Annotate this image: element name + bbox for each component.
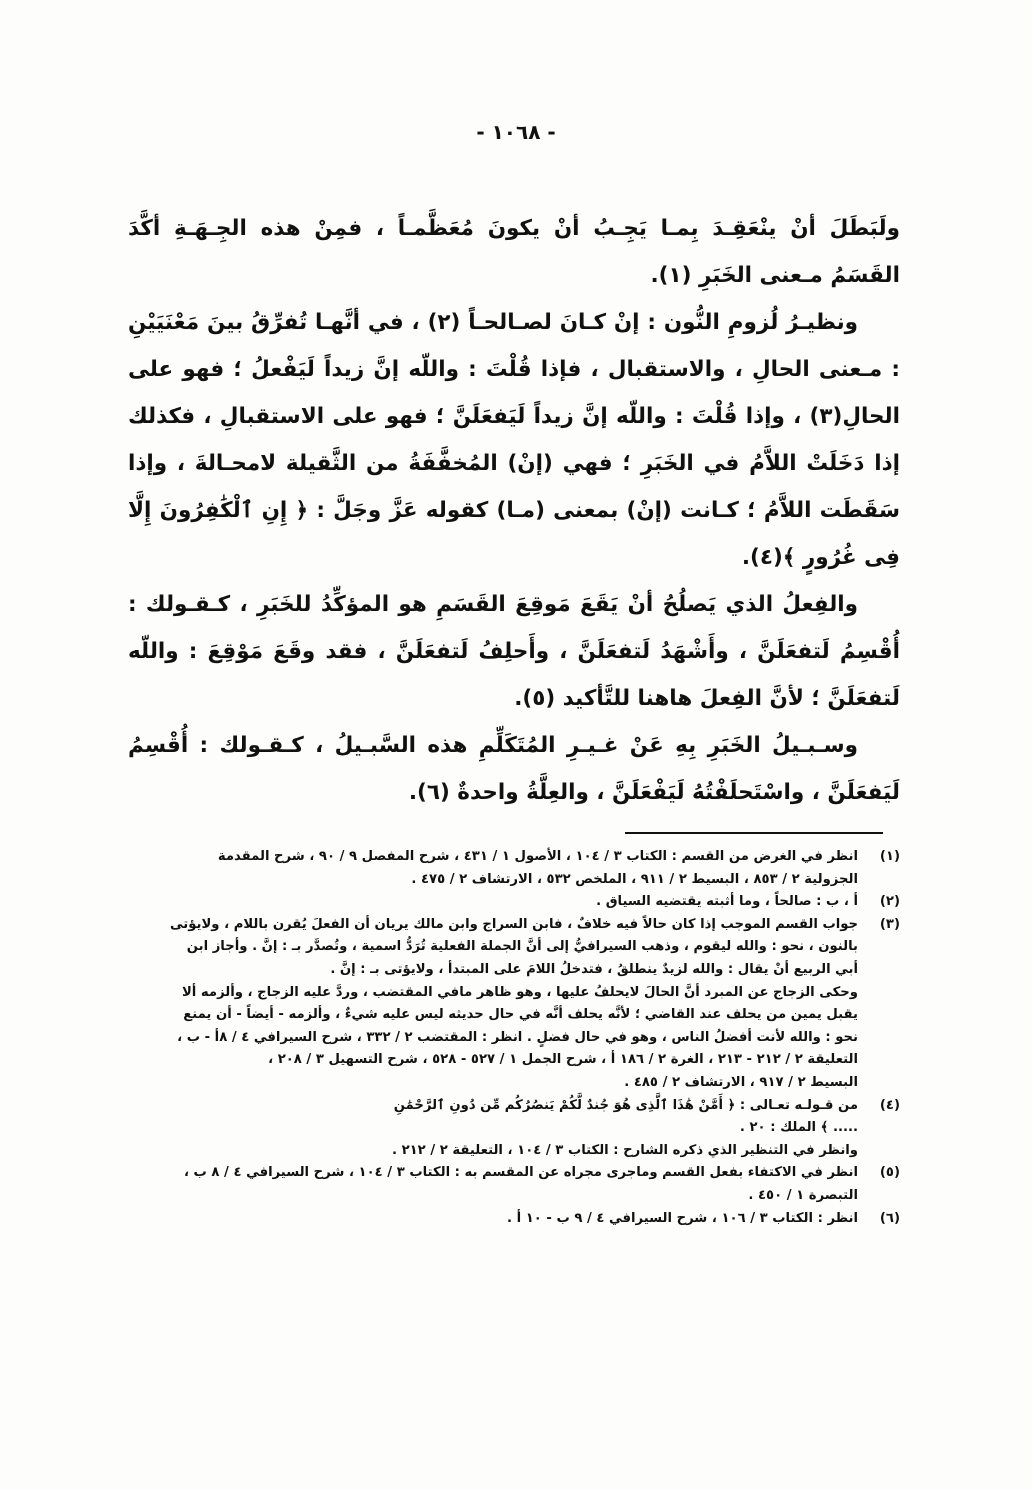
footnote-number: (٤) [879, 1097, 900, 1113]
paragraph: ولَبَطَلَ أنْ ينْعَقِـدَ بِمـا يَجِـبُ أنْ يكونَ مُعَظَّمـاً ، فمِنْ هذه الجِـهَـةِ أكَّدَ القَسَمُ مـعنى الخَبَرِ (١). [128, 216, 900, 288]
footnote-line: انظر في الغرض من القسم : الكتاب ٣ / ١٠٤ ، الأصول ١ / ٤٣١ ، شرح المفصل ٩ / ٩٠ ، شرح المقدمة [217, 849, 858, 864]
footnote-line: وانظر في التنظير الذي ذكره الشارح : الكتاب ٣ / ١٠٤ ، التعليقة ٢ / ٢١٢ . [391, 1142, 858, 1158]
footnote-line: يقبل يمين من يحلف عند القاضي ؛ لأنَّه يحلف أنَّه في حال حديثه ليس عليه شيءٌ ، وألزمه - أيضاً - أن يمنع [183, 1007, 858, 1023]
page-number: - ١٠٦٨ - [476, 120, 556, 144]
footnote-number: (٥) [879, 1165, 900, 1181]
footnote [128, 846, 900, 891]
footnotes [128, 846, 900, 1230]
footnote-line: انظر في الاكتفاء بفعل القسم وماجرى مجراه عن المقسم به : الكتاب ٣ / ١٠٤ ، شرح السيرافي ٤ / ٨ ب ، [183, 1165, 858, 1181]
main-text [128, 205, 900, 816]
footnote-line: بالنون ، نحو : والله ليقوم ، وذهب السيرافيُّ إلى أنَّ الجملة الفعلية تُرَدُّ اسمية ، وتُصدَّر بـ : إنَّ . وأجاز ابن [186, 939, 858, 955]
footnote-line: نحو : والله لأنت أفضلُ الناس ، وهو في حال فضلٍ . انظر : المقتضب ٢ / ٣٣٢ ، شرح السيرافي ٤ / ٨أ - ب ، [177, 1029, 858, 1045]
footnote [128, 914, 900, 1095]
footnote-line: ..... ﴾ الملك : ٢٠ . [739, 1120, 858, 1136]
paragraph: والفِعلُ الذي يَصلُحُ أنْ يَقَعَ مَوقِعَ القَسَمِ هو المؤكِّدُ للخَبَرِ ، كـقـولك : أُقْسِمُ لَتفعَلَنَّ ، وأَشْهَدُ لَتفعَلَنَّ ، وأَحلِفُ لَتفعَلَنَّ ، فقد وقَعَ مَوْقِعَ : واللّه لَتفعَلَنَّ ؛ لأنَّ الفِعلَ هاهنا للتَّأكيد (٥). [128, 592, 900, 711]
footnote [128, 891, 900, 914]
footnote-line: جواب القسم الموجب إذا كان حالاً فيه خلافٌ ، فابن السراج وابن مالك يريان أن الفعلَ يُقرن باللام ، ولايؤتى [169, 916, 858, 932]
footnote-line: التعليقة ٢ / ٢١٢ - ٢١٣ ، الغرة ٢ / ١٨٦ أ ، شرح الجمل ١ / ٥٢٧ - ٥٢٨ ، شرح التسهيل ٣ / ٢٠٨ ، [268, 1052, 858, 1068]
footnote-number: (٦) [879, 1210, 900, 1226]
footnote [128, 1095, 900, 1163]
footnote-line: التبصرة ١ / ٤٥٠ . [748, 1187, 858, 1203]
footnote-line: الجزولية ٢ / ٨٥٣ ، البسيط ٢ / ٩١١ ، الملخص ٥٣٢ ، الارتشاف ٢ / ٤٧٥ . [411, 871, 858, 887]
footnote-number: (٣) [879, 916, 900, 932]
footnote-number: (١) [879, 849, 900, 864]
footnote [128, 1162, 900, 1207]
footnote-line: البسيط ٢ / ٩١٧ ، الارتشاف ٢ / ٤٨٥ . [624, 1074, 858, 1090]
paragraph: ونظيـرُ لُزومِ النُّون : إنْ كـانَ لصـالحـاً (٢) ، في أنَّهـا تُفرِّقُ بينَ مَعْنَيَيْنِ : مـعنى الحالِ ، والاستقبال ، فإذا قُلْتَ : واللّه إنَّ زيداً لَيَفْعلُ ؛ فهو على الحالِ(٣) ، وإذا قُلْتَ : واللّه إنَّ زيداً لَيَفعَلَنَّ ؛ فهو على الاستقبالِ ، فكذلك إذا دَخَلَتْ اللاَّمُ في الخَبَرِ ؛ فهي (إنْ) المُخفَّفَةُ من الثَّقيلة لامحـالةَ ، وإذا سَقَطَت اللاَّمُ ؛ كـانت (إنْ) بمعنى (مـا) كقوله عَزَّ وجَلَّ : ﴿ إِنِ ٱلْكَٰفِرُونَ إِلَّا فِى غُرُورٍ ﴾(٤). [128, 310, 900, 570]
footnote [128, 1208, 900, 1231]
footnote-number: (٢) [879, 894, 900, 910]
footnote-line: أبي الربيع أنْ يقال : والله لزيدٌ ينطلقُ ، فتدخلُ اللامَ على المبتدأ ، ولايؤتى بـ : إنَّ . [330, 961, 858, 977]
footnote-line: من قـولـه تعـالى : ﴿ أَمَّنْ هَٰذَا ٱلَّذِى هُوَ جُندٌ لَّكُمْ يَنصُرُكُم مِّن دُونِ ٱلرَّحْمَٰنِ [393, 1097, 858, 1113]
footnote-line: وحكى الزجاج عن المبرد أنَّ الحالَ لايحلفُ عليها ، وهو ظاهر مافي المقتضب ، وردَّ عليه الزجاج ، وألزمه ألا [181, 984, 858, 1000]
footnote-line: انظر : الكتاب ٣ / ١٠٦ ، شرح السيرافي ٤ / ٩ ب - ١٠ أ . [506, 1210, 858, 1226]
footnote-separator [625, 832, 883, 834]
footnote-line: أ ، ب : صالحاً ، وما أثبته يقتضيه السياق . [596, 894, 858, 910]
paragraph: وسـبـيلُ الخَبَرِ بِهِ عَنْ غـيـرِ المُتَكَلِّمِ هذه السَّبـيلُ ، كـقـولك : أُقْسِمُ لَيَفعَلَنَّ ، واسْتَحلَفْتُهُ لَيَفْعَلَنَّ ، والعِلَّةُ واحدةٌ (٦). [128, 733, 900, 805]
